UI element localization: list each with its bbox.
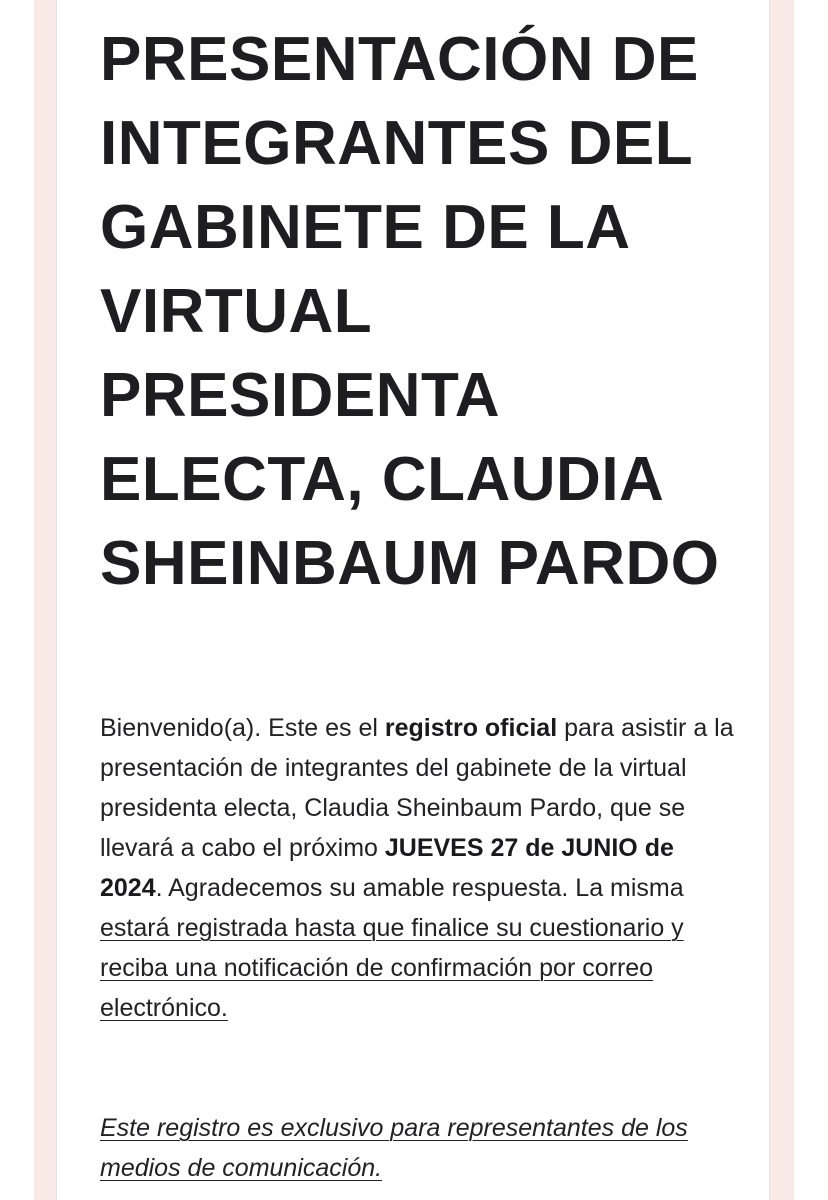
media-only-note: Este registro es exclusivo para representantes de los medios de comunicación. bbox=[100, 1114, 688, 1182]
left-edge bbox=[0, 0, 34, 1200]
form-title: PRESENTACIÓN DE INTEGRANTES DEL GABINETE DE LA VIRTUAL PRESIDENTA ELECTA, CLAUDIA SHEINBAUM PARDO bbox=[100, 25, 720, 598]
event-date-bold: JUEVES 27 de JUNIO de 2024 bbox=[100, 834, 674, 902]
right-edge bbox=[794, 0, 828, 1200]
form-description bbox=[100, 708, 740, 1028]
intro-text-1: Bienvenido(a). Este es el bbox=[100, 714, 385, 742]
confirmation-notice: estará registrada hasta que finalice su cuestionario y reciba una notificación de confirmación por correo electrónico. bbox=[100, 914, 684, 1022]
official-registration-bold: registro oficial bbox=[384, 714, 558, 742]
intro-text-2: para asistir a la presentación de integrantes del gabinete de la virtual presidenta electa, Claudia Sheinbaum Pardo, que se llevará a cabo el próximo bbox=[100, 714, 734, 862]
form-card bbox=[56, 0, 770, 1200]
intro-text-3: . Agradecemos su amable respuesta. La misma bbox=[155, 874, 684, 902]
